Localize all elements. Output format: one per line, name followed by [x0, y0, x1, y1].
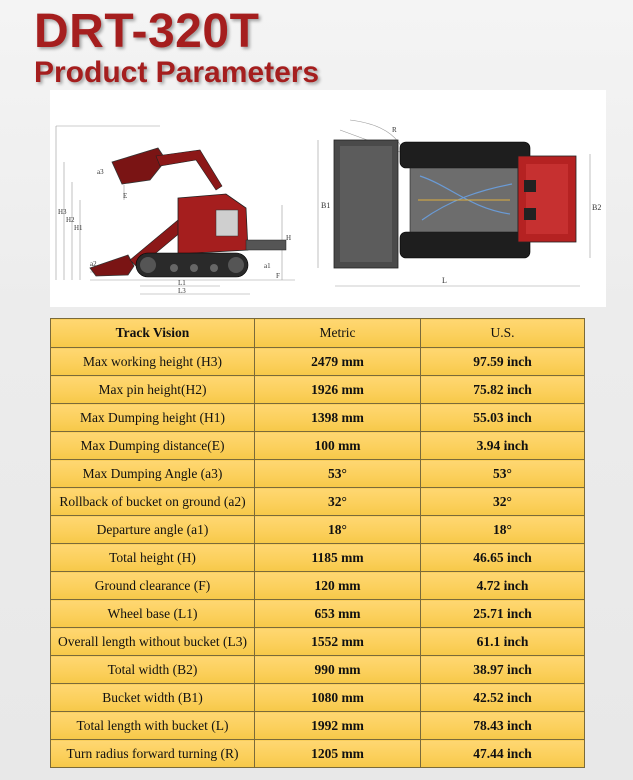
table-row: [51, 432, 585, 460]
table-row: [51, 516, 585, 544]
metric-value: 100 mm: [255, 432, 421, 460]
us-value: 55.03 inch: [421, 404, 585, 432]
metric-value: 1552 mm: [255, 628, 421, 656]
param-name: Max Dumping distance(E): [51, 432, 255, 460]
metric-value: 120 mm: [255, 572, 421, 600]
param-name: Turn radius forward turning (R): [51, 740, 255, 768]
us-value: 75.82 inch: [421, 376, 585, 404]
param-name: Overall length without bucket (L3): [51, 628, 255, 656]
table-row: [51, 488, 585, 516]
us-value: 46.65 inch: [421, 544, 585, 572]
table-row: [51, 348, 585, 376]
label-H3: H3: [58, 208, 67, 216]
us-value: 3.94 inch: [421, 432, 585, 460]
table-row: [51, 572, 585, 600]
metric-value: 1926 mm: [255, 376, 421, 404]
param-name: Rollback of bucket on ground (a2): [51, 488, 255, 516]
metric-value: 653 mm: [255, 600, 421, 628]
metric-value: 1205 mm: [255, 740, 421, 768]
table-row: [51, 712, 585, 740]
table-row: [51, 656, 585, 684]
metric-value: 2479 mm: [255, 348, 421, 376]
label-L: L: [442, 276, 447, 285]
us-value: 42.52 inch: [421, 684, 585, 712]
label-B1: B1: [321, 201, 331, 210]
loader-arm-shape: [156, 150, 222, 190]
header-metric: Metric: [255, 319, 421, 348]
table-row: [51, 740, 585, 768]
us-value: 18°: [421, 516, 585, 544]
parameters-table: [50, 318, 585, 768]
metric-value: 53°: [255, 460, 421, 488]
raised-bucket-shape: [112, 148, 166, 184]
us-value: 38.97 inch: [421, 656, 585, 684]
us-value: 4.72 inch: [421, 572, 585, 600]
metric-value: 1080 mm: [255, 684, 421, 712]
label-B2: B2: [592, 203, 602, 212]
label-H: H: [286, 234, 292, 242]
us-value: 47.44 inch: [421, 740, 585, 768]
label-L1: L1: [178, 279, 186, 287]
metric-value: 1992 mm: [255, 712, 421, 740]
us-value: 78.43 inch: [421, 712, 585, 740]
table-row: [51, 460, 585, 488]
label-E: E: [123, 192, 128, 200]
us-value: 32°: [421, 488, 585, 516]
label-L3: L3: [178, 287, 186, 295]
us-value: 25.71 inch: [421, 600, 585, 628]
table-row: [51, 404, 585, 432]
top-track-upper-shape: [400, 142, 530, 168]
model-title: DRT-320T: [34, 5, 260, 58]
operator-platform-shape: [246, 240, 286, 250]
header-track-vision: Track Vision: [51, 319, 255, 348]
param-name: Total width (B2): [51, 656, 255, 684]
header-us: U.S.: [421, 319, 585, 348]
label-H1: H1: [74, 224, 83, 232]
param-name: Total height (H): [51, 544, 255, 572]
param-name: Max Dumping height (H1): [51, 404, 255, 432]
label-a1: a1: [264, 262, 271, 270]
table-header-row: [51, 319, 585, 348]
table-row: [51, 600, 585, 628]
metric-value: 990 mm: [255, 656, 421, 684]
label-a2: a2: [90, 260, 97, 268]
page-subtitle: Product Parameters: [34, 56, 320, 89]
label-R: R: [392, 126, 397, 134]
label-H2: H2: [66, 216, 75, 224]
us-value: 61.1 inch: [421, 628, 585, 656]
param-name: Max working height (H3): [51, 348, 255, 376]
param-name: Ground clearance (F): [51, 572, 255, 600]
dimension-diagram: [50, 90, 606, 307]
param-name: Max Dumping Angle (a3): [51, 460, 255, 488]
us-value: 97.59 inch: [421, 348, 585, 376]
engine-grille-shape: [216, 210, 238, 236]
table-row: [51, 544, 585, 572]
label-a3: a3: [97, 168, 104, 176]
table-row: [51, 628, 585, 656]
metric-value: 1398 mm: [255, 404, 421, 432]
metric-value: 1185 mm: [255, 544, 421, 572]
label-F: F: [276, 272, 280, 280]
table-row: [51, 376, 585, 404]
param-name: Total length with bucket (L): [51, 712, 255, 740]
param-name: Departure angle (a1): [51, 516, 255, 544]
table-row: [51, 684, 585, 712]
param-name: Wheel base (L1): [51, 600, 255, 628]
metric-value: 32°: [255, 488, 421, 516]
metric-value: 18°: [255, 516, 421, 544]
param-name: Max pin height(H2): [51, 376, 255, 404]
param-name: Bucket width (B1): [51, 684, 255, 712]
top-track-lower-shape: [400, 232, 530, 258]
us-value: 53°: [421, 460, 585, 488]
